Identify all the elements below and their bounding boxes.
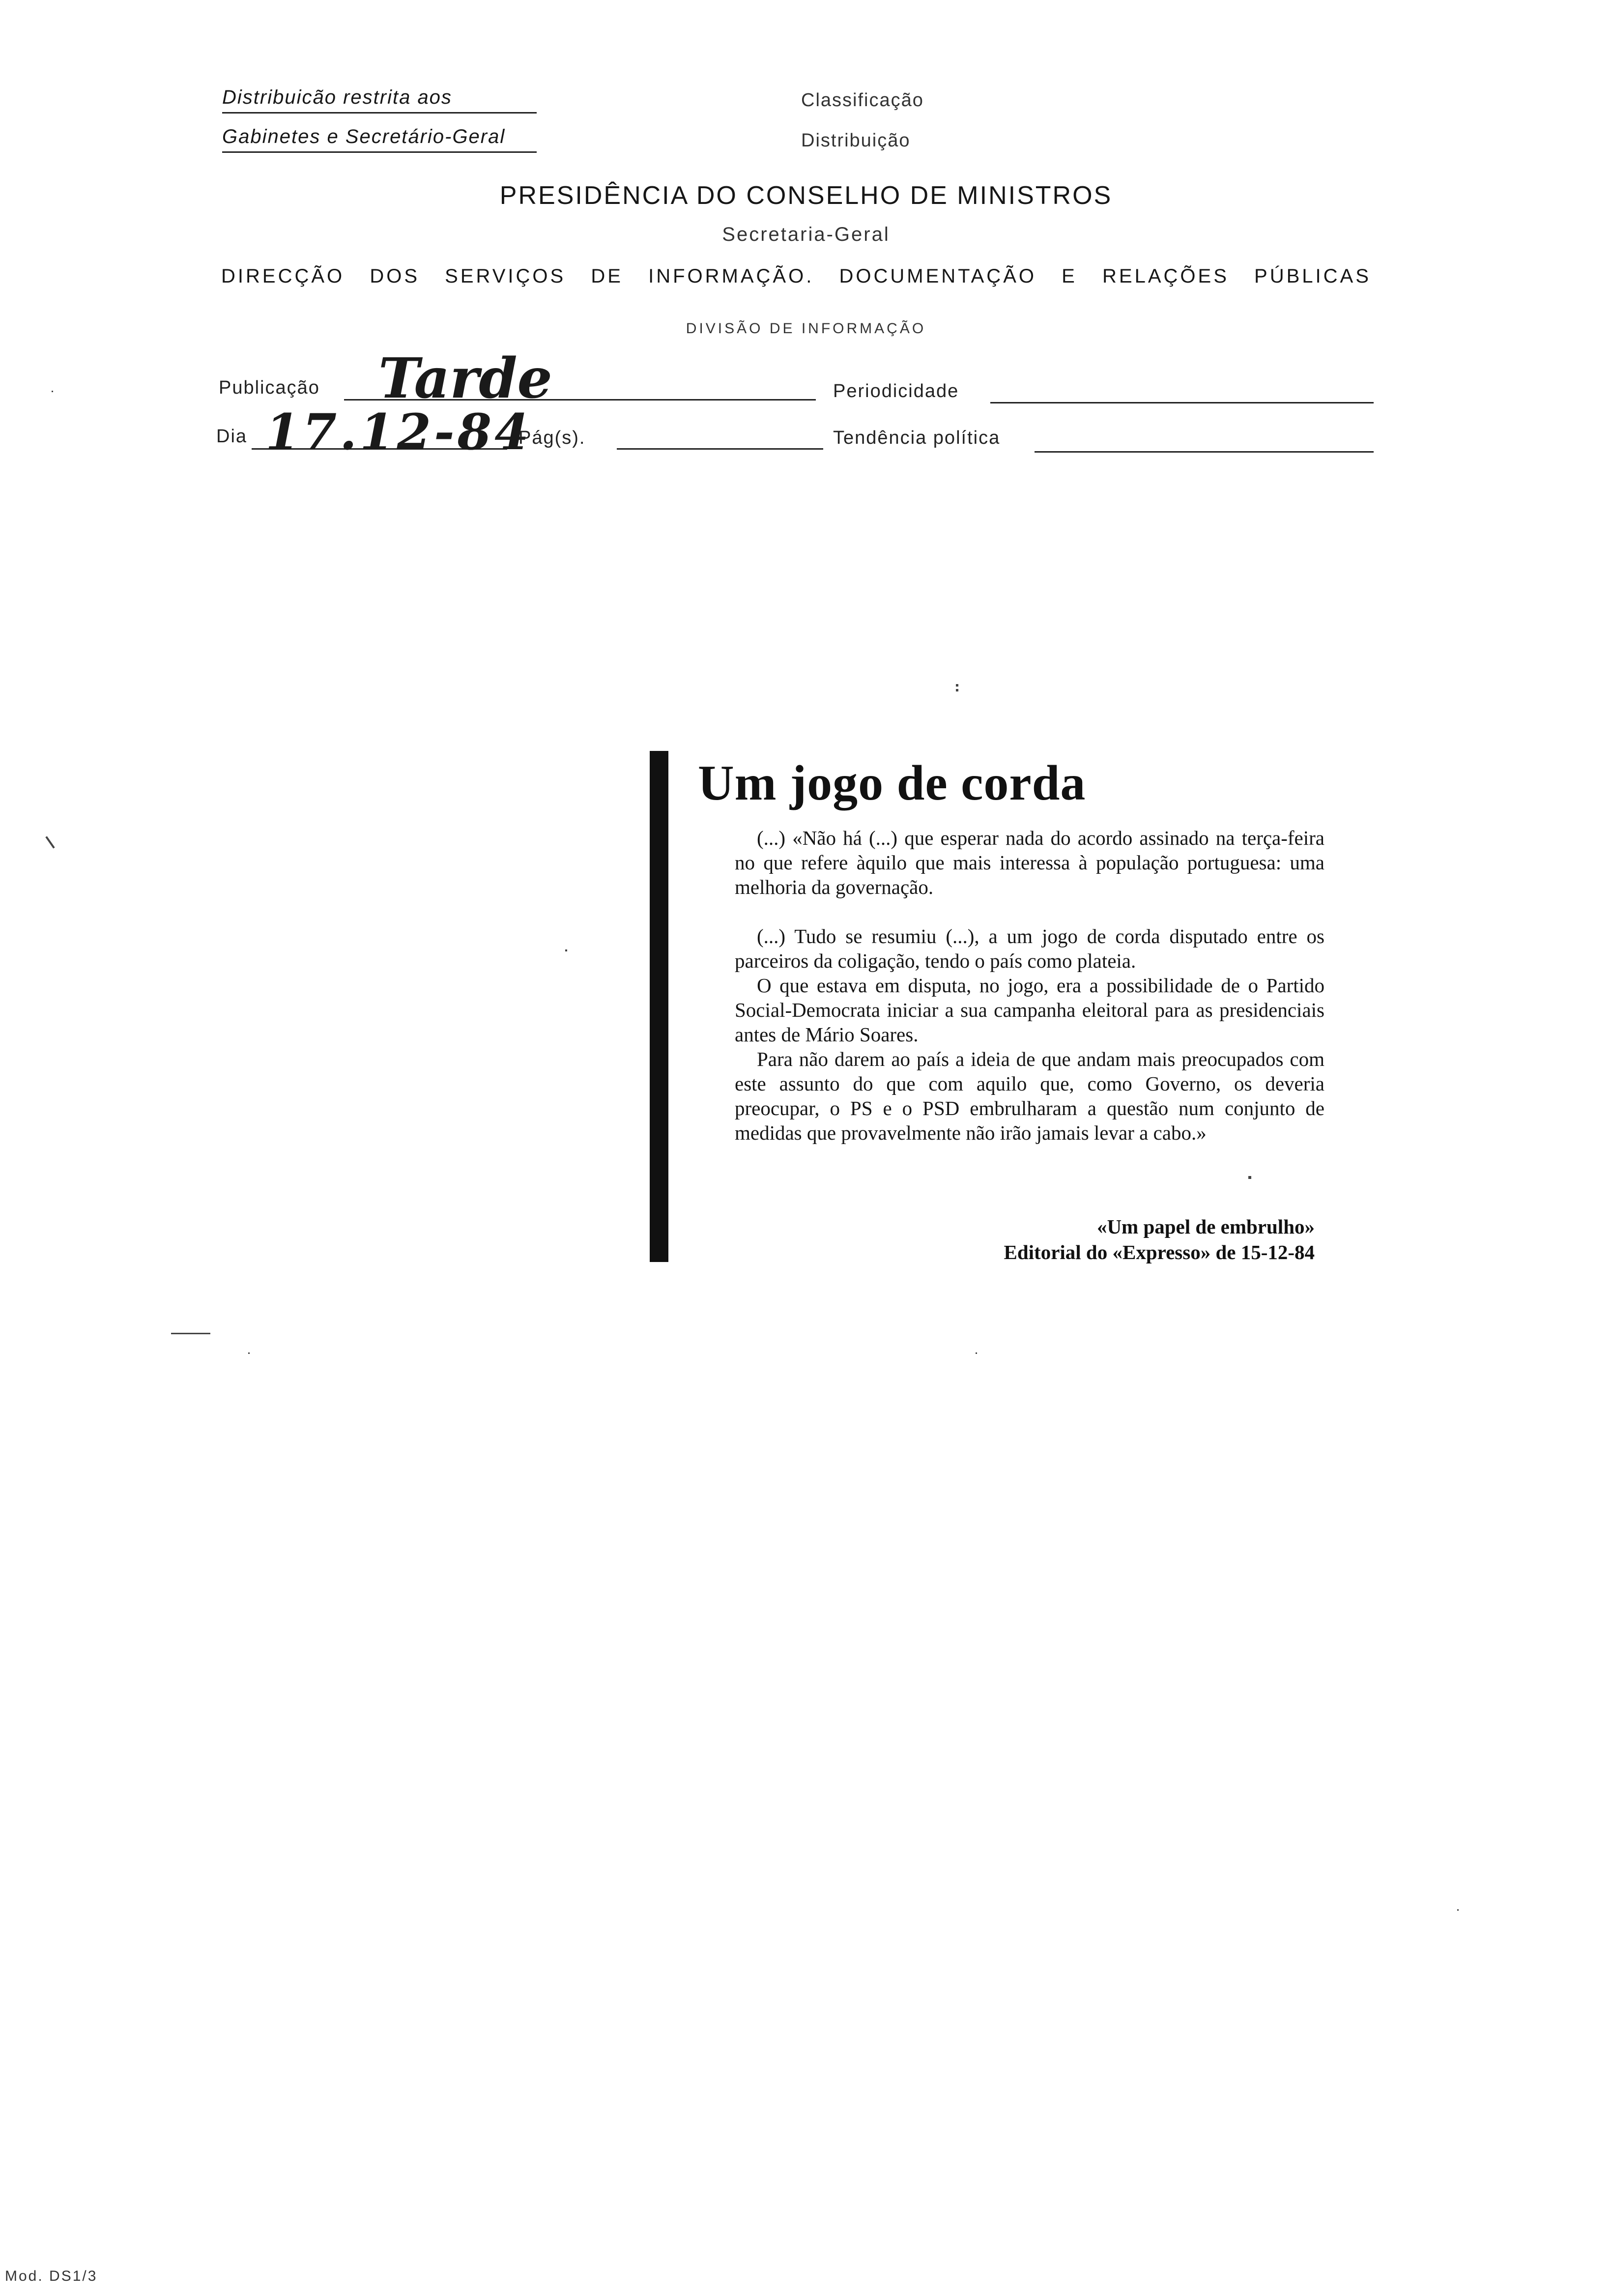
article-paragraph: (...) «Não há (...) que esperar nada do acordo assinado na terça-feira no que refere àquilo que mais interessa à população portuguesa: uma melhoria da governação. [735,827,1324,898]
scan-speck [1457,1909,1459,1911]
distribuicao-label: Distribuição [801,130,911,151]
article-paragraph: O que estava em disputa, no jogo, era a possibilidade de o Partido Social-Democrata iniciar a sua campanha eleitoral para as presidenciais antes de Mário Soares. [735,974,1324,1046]
pags-line [617,448,823,450]
scan-speck [171,1333,210,1334]
scan-speck [956,684,958,687]
source-attribution: Editorial do «Expresso» de 15-12-84 [1004,1241,1315,1263]
organization-title: PRESIDÊNCIA DO CONSELHO DE MINISTROS [499,181,1113,210]
article-title: Um jogo de corda [698,755,1086,811]
tendencia-line [1035,451,1374,453]
tendencia-label: Tendência política [833,428,1001,448]
distribution-note-line-1: Distribuicão restrita aos [222,86,452,108]
directorate-word: PÚBLICAS [1254,265,1371,287]
dia-label: Dia [216,426,248,447]
form-code: Mod. DS1/3 [5,2268,98,2284]
dia-handwritten-value: 17.12-84 [265,403,532,461]
article-source [885,1214,1315,1265]
scan-speck [976,1352,977,1354]
directorate-word: RELAÇÕES [1102,265,1229,287]
directorate-word: INFORMAÇÃO. [648,265,814,287]
division-subtitle: DIVISÃO DE INFORMAÇÃO [686,320,926,337]
directorate-word: DE [591,265,623,287]
article-paragraph: Para não darem ao país a ideia de que andam mais preocupados com este assunto do que com aquilo que, como Governo, os deveria preocupar, o PS e o PSD embrulharam a questão num conjunto de medidas que provavelmente não irão jamais levar a cabo.» [735,1048,1324,1144]
article-body [735,826,1324,1145]
publicacao-handwritten-value: Tarde [378,346,552,411]
secretariat-subtitle: Secretaria-Geral [722,224,890,245]
periodicidade-line [990,402,1374,403]
article-paragraph: (...) Tudo se resumiu (...), a um jogo de corda disputado entre os parceiros da coligação, tendo o país como plateia. [735,925,1324,972]
distribution-rule [222,151,537,153]
scan-speck [45,836,55,848]
classificacao-label: Classificação [801,90,924,111]
scan-speck [52,391,53,392]
directorate-word: DOS [370,265,420,287]
directorate-word: SERVIÇOS [445,265,566,287]
scan-speck [565,949,567,951]
scan-speck [248,1352,250,1354]
distribution-rule [222,112,537,114]
directorate-word: DIRECÇÃO [221,265,345,287]
periodicidade-label: Periodicidade [833,381,959,402]
distribution-note-line-2: Gabinetes e Secretário-Geral [222,126,506,147]
source-headline: «Um papel de embrulho» [1096,1215,1315,1238]
clipping-margin-bar [650,751,668,1262]
directorate-word: DOCUMENTAÇÃO [839,265,1036,287]
publicacao-label: Publicação [219,377,320,398]
pags-label: Pág(s). [518,428,586,448]
directorate-line [221,265,1371,287]
scan-speck [1248,1176,1251,1179]
scan-speck [956,689,958,691]
directorate-word: E [1062,265,1077,287]
